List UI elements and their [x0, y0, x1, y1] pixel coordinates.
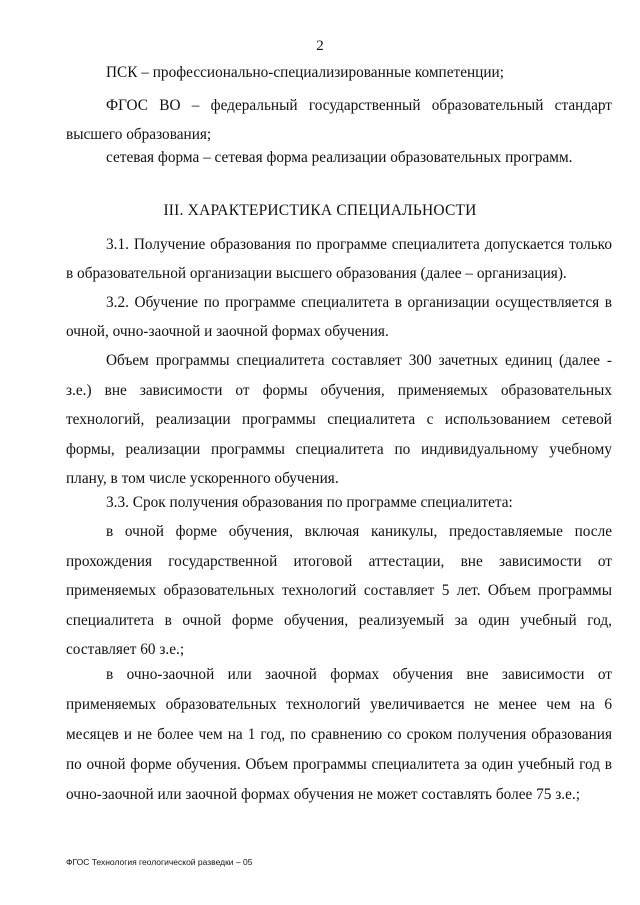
document-footer: ФГОС Технология геологической разведки – 05	[66, 857, 253, 867]
paragraph-3-1: 3.1. Получение образования по программе специалитета допускается только в образовательной организации высшего образования (далее – организация).	[66, 236, 612, 282]
definition-network-form: сетевая форма – сетевая форма реализации образовательных программ.	[106, 149, 573, 166]
paragraph-full-time: в очной форме обучения, включая каникулы, предоставляемые после прохождения государственной итоговой аттестации, вне зависимости от применяемых образовательных технологий составляет 5 лет. Объем программы специалитета в очной форме обучения, реализуемый за один учебный год, составляет 60 з.е.;	[66, 523, 612, 658]
paragraph-part-time: в очно-заочной или заочной формах обучения вне зависимости от применяемых образовательных технологий увеличивается не менее чем на 6 месяцев и не более чем на 1 год, по сравнению со сроком получения образования по очной форме обучения. Объем программы специалитета за один учебный год в очно-заочной или заочной формах обучения не может составлять более 75 з.е.;	[66, 666, 612, 803]
definition-fgos: ФГОС ВО – федеральный государственный образовательный стандарт высшего образования;	[66, 97, 612, 143]
paragraph-3-3: 3.3. Срок получения образования по программе специалитета:	[106, 494, 513, 511]
paragraph-3-2: 3.2. Обучение по программе специалитета в организации осуществляется в очной, очно-заочной и заочной формах обучения.	[66, 294, 612, 340]
page-number: 2	[316, 38, 324, 54]
paragraph-program-volume: Объем программы специалитета составляет 300 зачетных единиц (далее - з.е.) вне зависимости от формы обучения, применяемых образовательных технологий, реализации программы специалитета с использованием сетевой формы, реализации программы специалитета по индивидуальному учебному плану, в том числе ускоренного обучения.	[66, 352, 612, 487]
section-heading: III. ХАРАКТЕРИСТИКА СПЕЦИАЛЬНОСТИ	[163, 202, 477, 219]
definition-psk: ПСК – профессионально-специализированные компетенции;	[106, 64, 504, 81]
